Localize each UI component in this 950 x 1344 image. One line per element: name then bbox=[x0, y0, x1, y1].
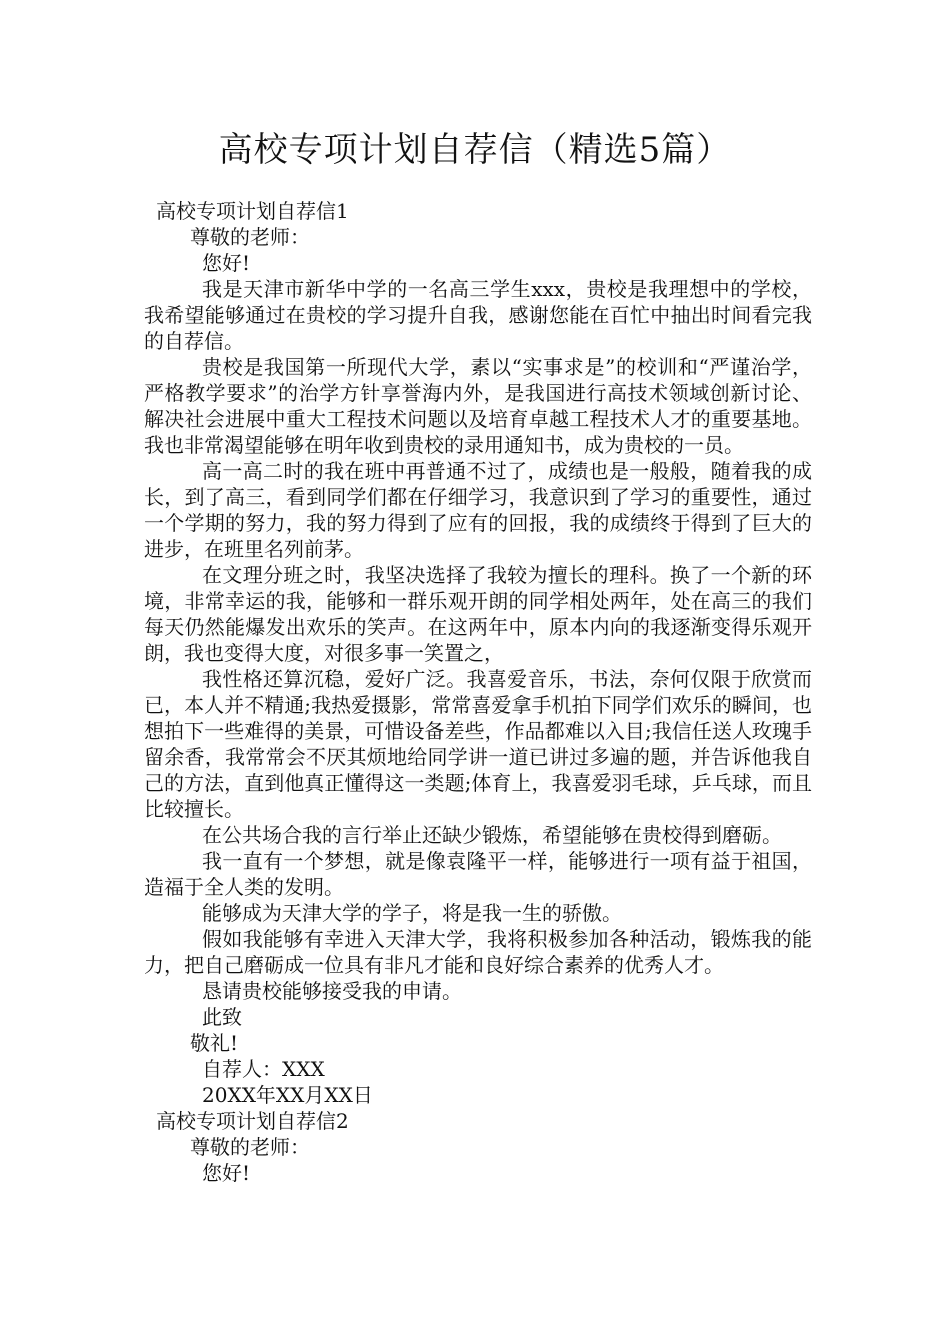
letter-1-salute: 敬礼! bbox=[190, 1031, 239, 1055]
document-body bbox=[144, 198, 812, 1186]
letter-2-greeting: 尊敬的老师： bbox=[190, 1135, 310, 1159]
letter-1-paragraph: 贵校是我国第一所现代大学，素以“实事求是”的校训和“严谨治学，严格教学要求”的治学方针享誉海内外，是我国进行高技术领域创新讨论、解决社会进展中重大工程技术问题以及培育卓越工程技术人才的重要基地。我也非常渴望能够在明年收到贵校的录用通知书，成为贵校的一员。 bbox=[144, 355, 812, 457]
letter-1-date: 20XX年XX月XX日 bbox=[202, 1083, 373, 1107]
letter-1-hello: 您好! bbox=[202, 251, 251, 275]
letter-1-paragraph: 能够成为天津大学的学子，将是我一生的骄傲。 bbox=[202, 901, 622, 925]
letter-1-paragraph: 我性格还算沉稳，爱好广泛。我喜爱音乐，书法，奈何仅限于欣赏而已，本人并不精通;我热爱摄影，常常喜爱拿手机拍下同学们欢乐的瞬间，也想拍下一些难得的美景，可惜设备差些，作品都难以入目;我信任送人玫瑰手留余香，我常常会不厌其烦地给同学讲一道已讲过多遍的题，并告诉他我自己的方法，直到他真正懂得这一类题;体育上，我喜爱羽毛球，乒乓球，而且比较擅长。 bbox=[144, 667, 812, 821]
letter-2-hello: 您好! bbox=[202, 1161, 251, 1185]
letter-2-heading: 高校专项计划自荐信2 bbox=[156, 1109, 349, 1133]
letter-1-closing: 此致 bbox=[202, 1005, 242, 1029]
letter-1-heading: 高校专项计划自荐信1 bbox=[156, 199, 349, 223]
letter-1-paragraph: 高一高二时的我在班中再普通不过了，成绩也是一般般，随着我的成长，到了高三，看到同学们都在仔细学习，我意识到了学习的重要性，通过一个学期的努力，我的努力得到了应有的回报，我的成绩终于得到了巨大的进步，在班里名列前茅。 bbox=[144, 459, 812, 561]
letter-1-signature: 自荐人：XXX bbox=[202, 1057, 325, 1081]
letter-1-paragraph: 假如我能够有幸进入天津大学，我将积极参加各种活动，锻炼我的能力，把自己磨砺成一位具有非凡才能和良好综合素养的优秀人才。 bbox=[144, 927, 812, 977]
letter-1-paragraph: 恳请贵校能够接受我的申请。 bbox=[202, 979, 462, 1003]
letter-1-paragraph: 在文理分班之时，我坚决选择了我较为擅长的理科。换了一个新的环境，非常幸运的我，能够和一群乐观开朗的同学相处两年，处在高三的我们每天仍然能爆发出欢乐的笑声。在这两年中，原本内向的我逐渐变得乐观开朗，我也变得大度，对很多事一笑置之， bbox=[144, 563, 812, 665]
document-title: 高校专项计划自荐信（精选5篇） bbox=[218, 130, 732, 170]
letter-1-paragraph: 在公共场合我的言行举止还缺少锻炼，希望能够在贵校得到磨砺。 bbox=[202, 823, 782, 847]
letter-1-greeting: 尊敬的老师： bbox=[190, 225, 310, 249]
letter-1-paragraph: 我是天津市新华中学的一名高三学生xxx，贵校是我理想中的学校，我希望能够通过在贵校的学习提升自我，感谢您能在百忙中抽出时间看完我的自荐信。 bbox=[144, 277, 812, 353]
letter-1-paragraph: 我一直有一个梦想，就是像袁隆平一样，能够进行一项有益于祖国，造福于全人类的发明。 bbox=[144, 849, 812, 899]
